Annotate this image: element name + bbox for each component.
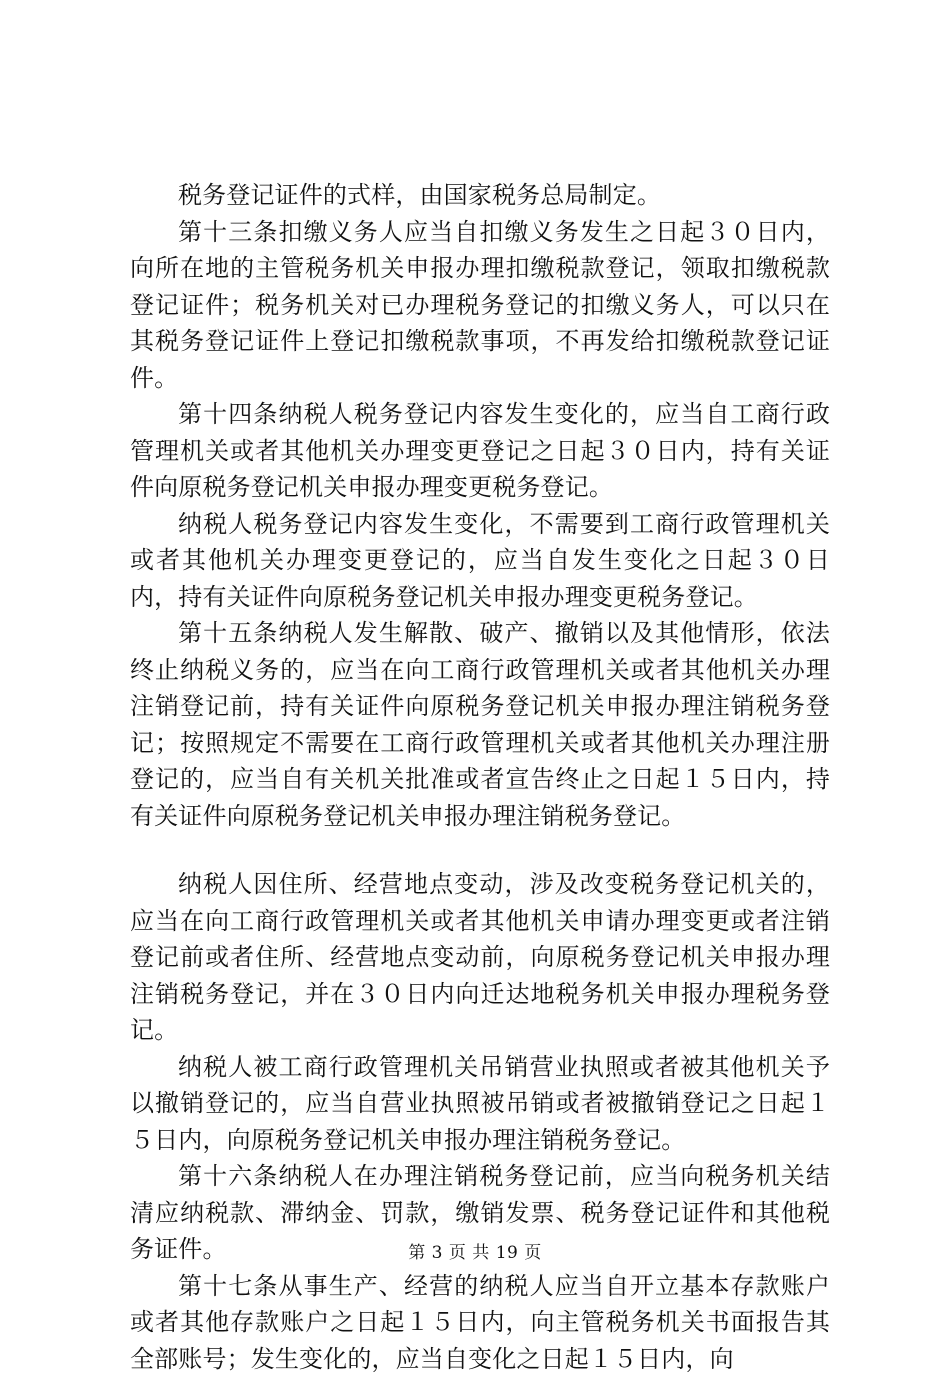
- paragraph-address-change: 纳税人因住所、经营地点变动，涉及改变税务登记机关的，应当在向工商行政管理机关或者其他机关申请办理变更或者注销登记前或者住所、经营地点变动前，向原税务登记机关申报办理注销税务登记，并在３０日内向迁达地税务机关申报办理税务登记。: [130, 866, 830, 1049]
- paragraph-article-17: 第十七条从事生产、经营的纳税人应当自开立基本存款账户或者其他存款账户之日起１５日内，向主管税务机关书面报告其全部账号；发生变化的，应当自变化之日起１５日内，向: [130, 1268, 830, 1377]
- paragraph-article-14: 第十四条纳税人税务登记内容发生变化的，应当自工商行政管理机关或者其他机关办理变更登记之日起３０日内，持有关证件向原税务登记机关申报办理变更税务登记。: [130, 396, 830, 506]
- paragraph-article-16: 第十六条纳税人在办理注销税务登记前，应当向税务机关结清应纳税款、滞纳金、罚款，缴销发票、税务登记证件和其他税务证件。: [130, 1158, 830, 1268]
- document-body: [130, 177, 830, 1377]
- paragraph-article-13: 第十三条扣缴义务人应当自扣缴义务发生之日起３０日内，向所在地的主管税务机关申报办理扣缴税款登记，领取扣缴税款登记证件；税务机关对已办理税务登记的扣缴义务人，可以只在其税务登记证件上登记扣缴税款事项，不再发给扣缴税款登记证件。: [130, 214, 830, 397]
- paragraph-change-registration: 纳税人税务登记内容发生变化，不需要到工商行政管理机关或者其他机关办理变更登记的，应当自发生变化之日起３０日内，持有关证件向原税务登记机关申报办理变更税务登记。: [130, 506, 830, 616]
- page-number-footer: 第 3 页 共 19 页: [0, 1241, 950, 1265]
- paragraph-article-15: 第十五条纳税人发生解散、破产、撤销以及其他情形，依法终止纳税义务的，应当在向工商行政管理机关或者其他机关办理注销登记前，持有关证件向原税务登记机关申报办理注销税务登记；按照规定不需要在工商行政管理机关或者其他机关办理注册登记的，应当自有关机关批准或者宣告终止之日起１５日内，持有关证件向原税务登记机关申报办理注销税务登记。: [130, 615, 830, 834]
- paragraph-license-revoked: 纳税人被工商行政管理机关吊销营业执照或者被其他机关予以撤销登记的，应当自营业执照被吊销或者被撤销登记之日起１５日内，向原税务登记机关申报办理注销税务登记。: [130, 1049, 830, 1159]
- paragraph-cert-format: 税务登记证件的式样，由国家税务总局制定。: [130, 177, 830, 214]
- paragraph-gap: [130, 834, 830, 866]
